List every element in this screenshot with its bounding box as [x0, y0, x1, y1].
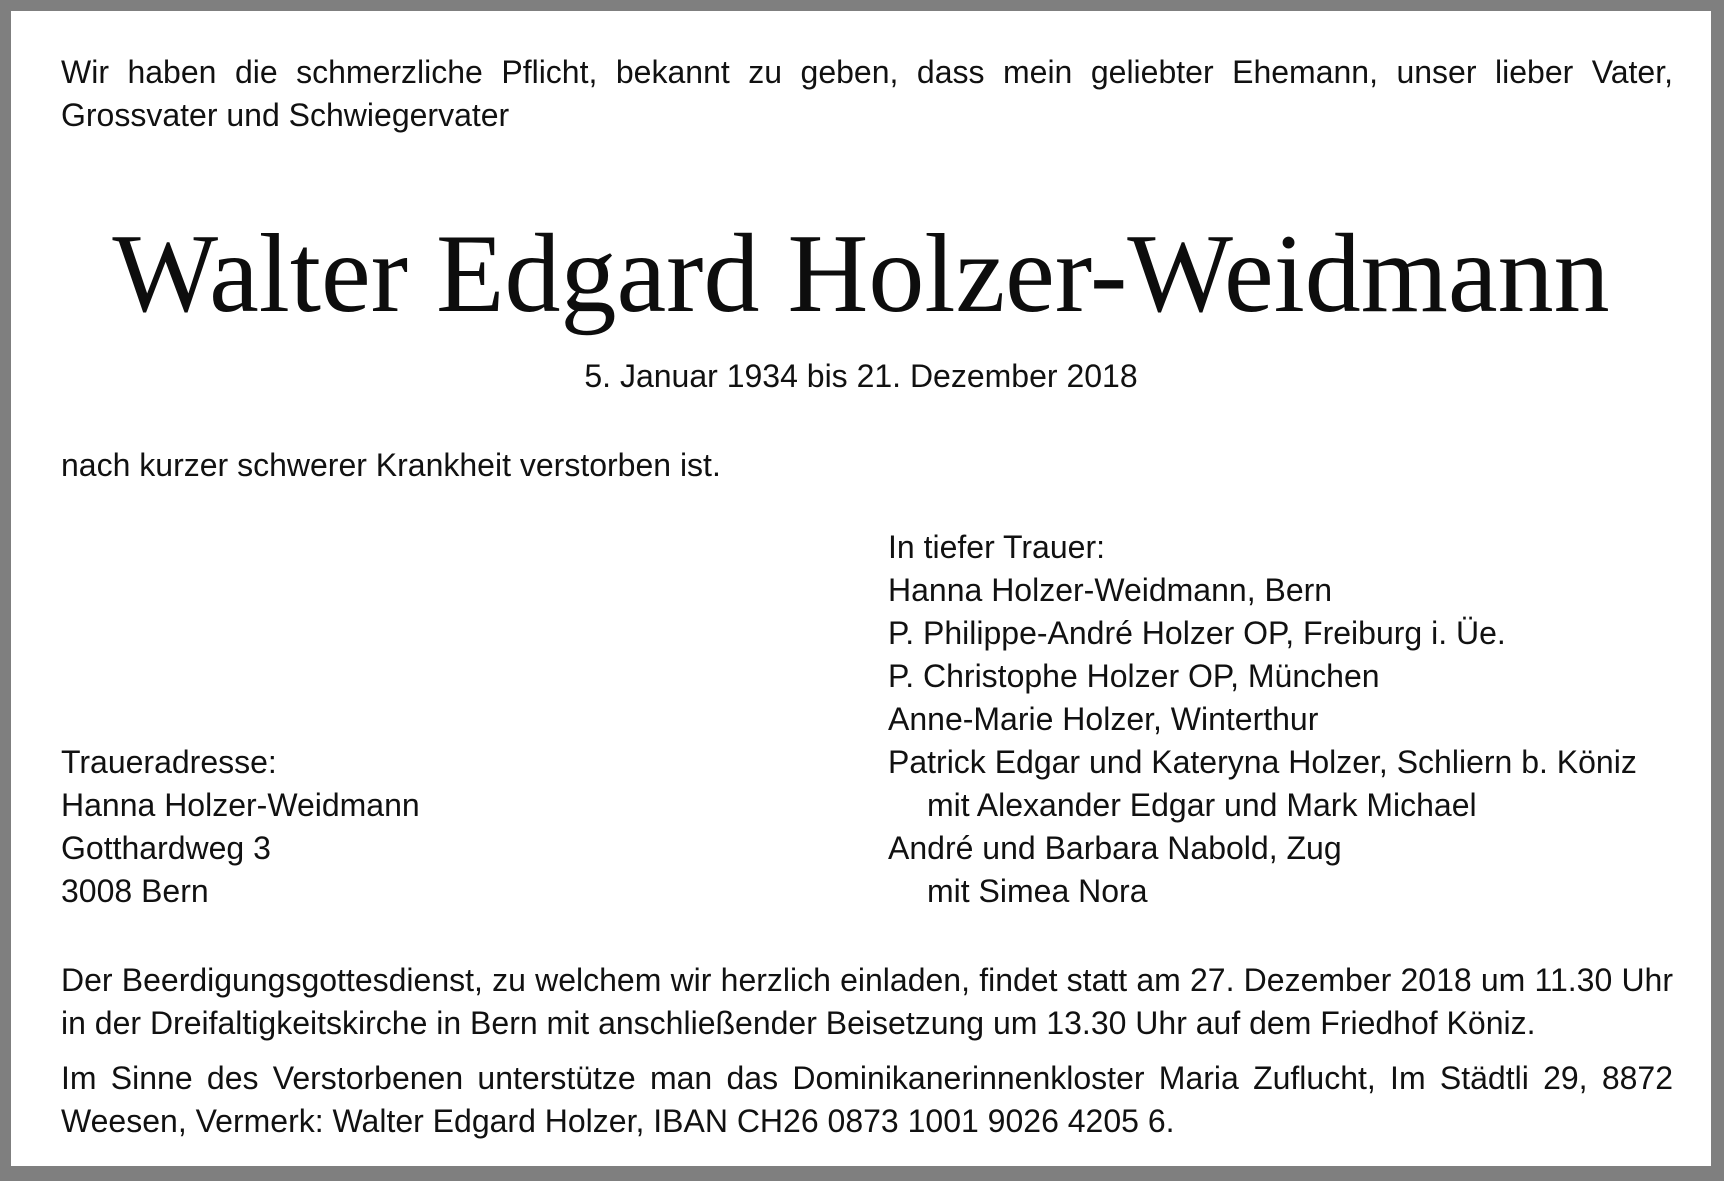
mourners-heading: In tiefer Trauer: [888, 529, 1105, 565]
mourning-address [61, 741, 420, 913]
mourner-line: André und Barbara Nabold, Zug [888, 830, 1342, 866]
mourner-line: P. Christophe Holzer OP, München [888, 658, 1380, 694]
life-dates: 5. Januar 1934 bis 21. Dezember 2018 [584, 358, 1138, 394]
mourner-line-child: mit Simea Nora [927, 873, 1148, 909]
address-name: Hanna Holzer-Weidmann [61, 787, 420, 823]
mourner-line-child: mit Alexander Edgar und Mark Michael [927, 787, 1477, 823]
intro-text: Wir haben die schmerzliche Pflicht, bekannt zu geben, dass mein geliebter Ehemann, unser lieber Vater, Grossvater und Schwiegervater [61, 54, 1673, 133]
mourners-list [888, 526, 1637, 913]
mourner-line: P. Philippe-André Holzer OP, Freiburg i. Üe. [888, 615, 1506, 651]
obituary-notice [11, 11, 1711, 1166]
death-notice-text: nach kurzer schwerer Krankheit verstorben ist. [61, 447, 721, 483]
address-label: Traueradresse: [61, 744, 277, 780]
mourner-line: Patrick Edgar und Kateryna Holzer, Schliern b. Köniz [888, 744, 1637, 780]
deceased-name: Walter Edgard Holzer-Weidmann [112, 212, 1610, 336]
mourner-line: Anne-Marie Holzer, Winterthur [888, 701, 1319, 737]
mourner-line: Hanna Holzer-Weidmann, Bern [888, 572, 1333, 608]
donation-text: Im Sinne des Verstorbenen unterstütze man das Dominikanerinnenkloster Maria Zuflucht, Im Städtli 29, 8872 Weesen, Vermerk: Walter Edgard Holzer, IBAN CH26 0873 1001 9026 4205 6. [61, 1060, 1673, 1139]
address-city: 3008 Bern [61, 873, 209, 909]
address-street: Gotthardweg 3 [61, 830, 271, 866]
funeral-service-text: Der Beerdigungsgottesdienst, zu welchem wir herzlich einladen, findet statt am 27. Dezember 2018 um 11.30 Uhr in der Dreifaltigkeitskirche in Bern mit anschließender Beisetzung um 13.30 Uhr auf dem Friedhof Köniz. [61, 962, 1673, 1041]
